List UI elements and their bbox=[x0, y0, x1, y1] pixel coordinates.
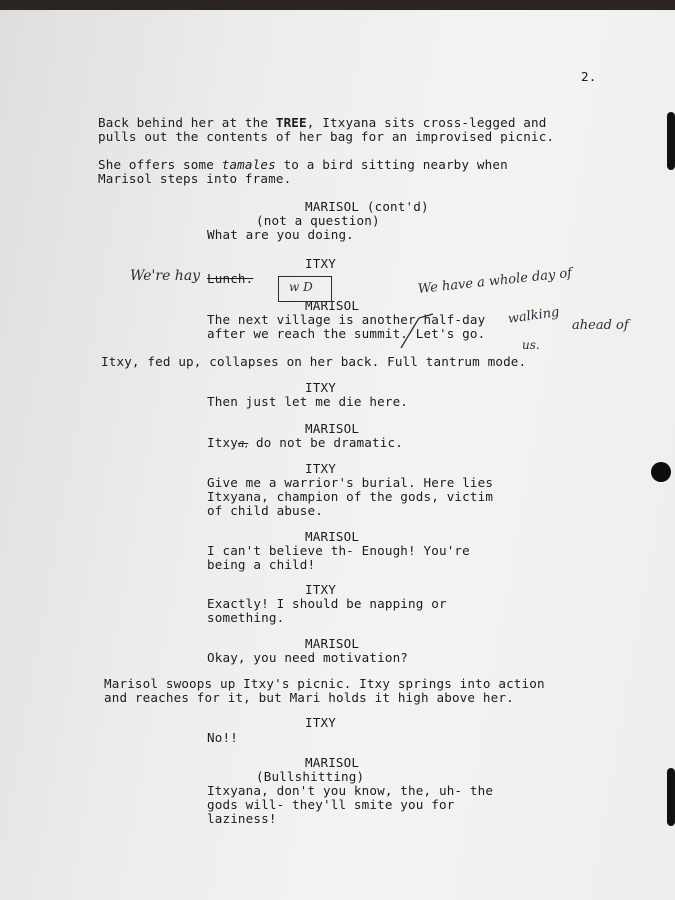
character-name: ITXY bbox=[305, 582, 336, 597]
character-name: ITXY bbox=[305, 380, 336, 395]
character-name: MARISOL bbox=[305, 755, 360, 770]
handwritten-box bbox=[278, 276, 332, 302]
handwritten-note-right: We have a whole day of bbox=[417, 265, 573, 297]
dialogue-line: What are you doing. bbox=[207, 227, 354, 242]
dialogue-line: something. bbox=[207, 610, 285, 625]
character-name: ITXY bbox=[305, 461, 336, 476]
emphasis-text: tamales bbox=[221, 157, 276, 172]
action-line: pulls out the contents of her bag for an improvised picnic. bbox=[98, 129, 555, 144]
dialogue-line bbox=[207, 436, 403, 450]
character-name: MARISOL bbox=[305, 636, 360, 651]
dialogue-line: gods will- they'll smite you for bbox=[207, 797, 455, 812]
dialogue-line: laziness! bbox=[207, 811, 277, 826]
dialogue-line: Give me a warrior's burial. Here lies bbox=[207, 475, 494, 490]
dialogue-line: Itxyana, champion of the gods, victim bbox=[207, 489, 494, 504]
dialogue-line: Okay, you need motivation? bbox=[207, 650, 409, 665]
handwritten-note-left: We're hay bbox=[130, 268, 201, 284]
character-name: MARISOL bbox=[305, 529, 360, 544]
handwritten-note-right: walking bbox=[506, 304, 561, 327]
action-line: and reaches for it, but Mari holds it high above her. bbox=[104, 690, 514, 705]
dialogue-line: No!! bbox=[207, 730, 238, 745]
page-number: 2. bbox=[581, 69, 597, 84]
parenthetical: (not a question) bbox=[256, 213, 380, 228]
character-name: ITXY bbox=[305, 256, 336, 271]
binder-hole-middle bbox=[651, 462, 671, 482]
binder-hole-bottom bbox=[667, 768, 675, 826]
insertion-mark-icon bbox=[397, 310, 437, 350]
action-line: Marisol steps into frame. bbox=[98, 171, 292, 186]
dialogue-line: I can't believe th- Enough! You're bbox=[207, 543, 470, 558]
script-page bbox=[0, 10, 675, 900]
handwritten-note-right: us. bbox=[522, 338, 540, 352]
dialogue-line: after we reach the summit. Let's go. bbox=[207, 326, 486, 341]
dialogue-line: of child abuse. bbox=[207, 503, 323, 518]
dialogue-line: Then just let me die here. bbox=[207, 394, 409, 409]
scene-object: TREE bbox=[275, 115, 307, 130]
binder-hole-top bbox=[667, 112, 675, 170]
dialogue-text: do not be dramatic. bbox=[248, 435, 403, 450]
character-name: ITXY bbox=[305, 715, 336, 730]
dialogue-text: Itxy bbox=[207, 435, 238, 450]
character-name: MARISOL bbox=[305, 298, 360, 313]
action-text: to a bird sitting nearby when bbox=[275, 157, 508, 172]
action-line bbox=[98, 116, 546, 129]
dialogue-line: Itxyana, don't you know, the, uh- the bbox=[207, 783, 494, 798]
dialogue-line: being a child! bbox=[207, 557, 316, 572]
action-text: She offers some bbox=[98, 157, 222, 172]
struck-dialogue: Lunch. bbox=[207, 271, 254, 286]
dialogue-line: The next village is another half-day bbox=[207, 312, 486, 327]
dialogue-line: Exactly! I should be napping or bbox=[207, 596, 447, 611]
action-text: , Itxyana sits cross-legged and bbox=[306, 115, 547, 130]
action-line: Marisol swoops up Itxy's picnic. Itxy springs into action bbox=[104, 676, 545, 691]
handwritten-box-note: w D bbox=[289, 280, 313, 294]
parenthetical: (Bullshitting) bbox=[256, 769, 365, 784]
handwritten-note-right: ahead of bbox=[572, 318, 629, 333]
action-text: Back behind her at the bbox=[98, 115, 276, 130]
action-line: Itxy, fed up, collapses on her back. Full tantrum mode. bbox=[101, 354, 527, 369]
character-name: MARISOL bbox=[305, 421, 360, 436]
struck-text: a, bbox=[237, 437, 249, 450]
character-name: MARISOL (cont'd) bbox=[305, 199, 429, 214]
action-line bbox=[98, 158, 508, 171]
